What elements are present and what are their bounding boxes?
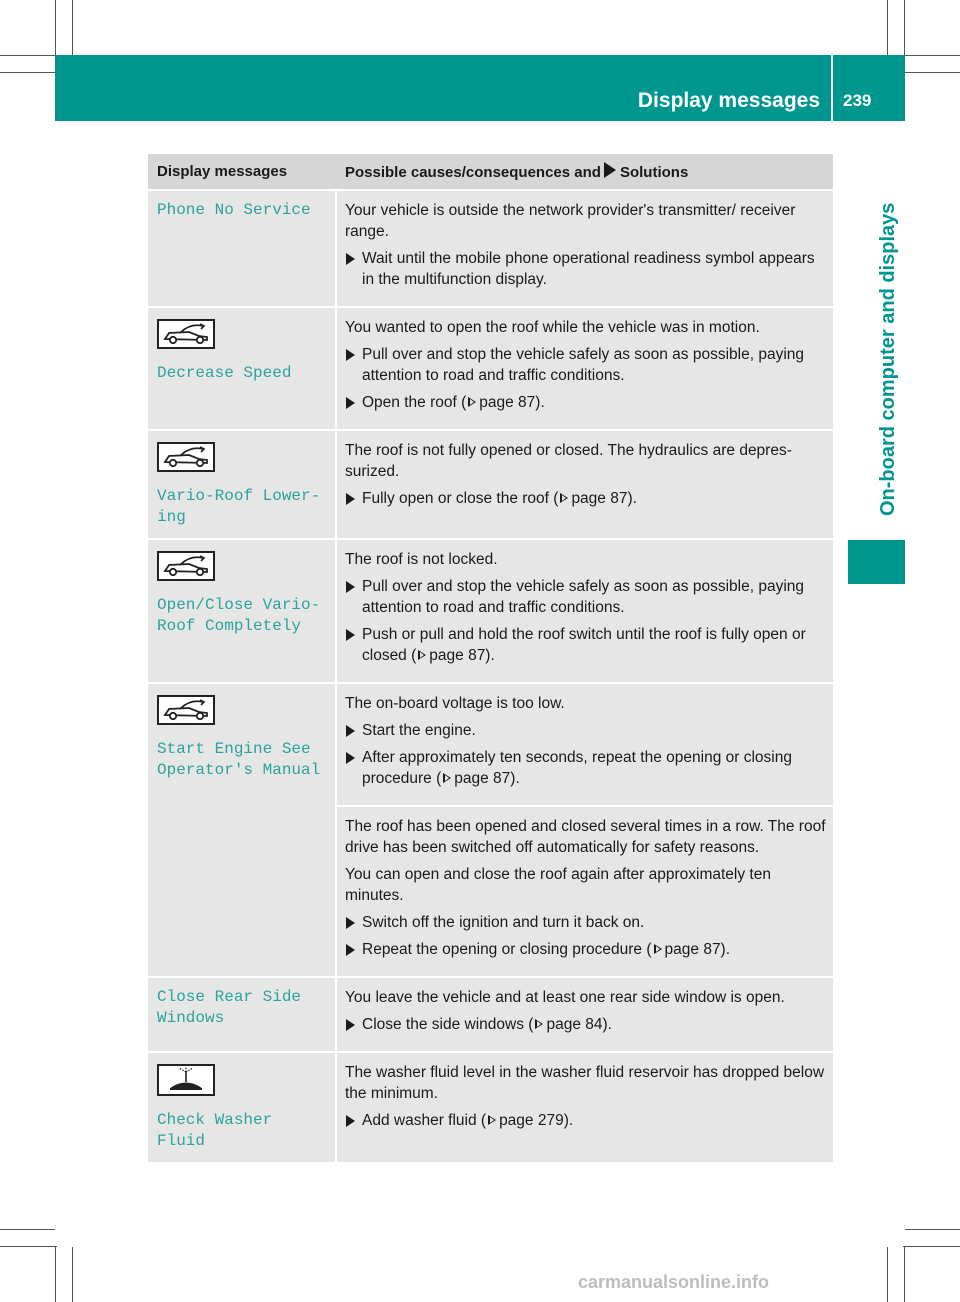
page-reference-icon bbox=[488, 1115, 496, 1125]
cause-text: The washer fluid level in the washer fluid reservoir has dropped below the minimum. bbox=[345, 1064, 825, 1102]
crop-mark bbox=[887, 1247, 888, 1302]
watermark: carmanualsonline.info bbox=[578, 1272, 770, 1292]
crop-mark bbox=[0, 1246, 57, 1247]
table-row bbox=[148, 430, 833, 539]
solution-step: Repeat the opening or closing procedure ( page 87). bbox=[345, 939, 827, 960]
page-reference[interactable]: page 87). bbox=[454, 770, 520, 787]
section-tab-label: On-board computer and displays bbox=[877, 202, 899, 516]
page-reference-icon bbox=[468, 397, 476, 407]
display-message: Decrease Speed bbox=[157, 364, 292, 382]
solution-cell bbox=[336, 683, 833, 806]
page-reference-icon bbox=[443, 773, 451, 783]
display-messages-table bbox=[148, 154, 833, 1162]
solution-step: Switch off the ignition and turn it back on. bbox=[345, 912, 827, 933]
table-header-row bbox=[148, 154, 833, 190]
cause-text: The on-board voltage is too low. bbox=[345, 695, 565, 712]
table-row bbox=[148, 307, 833, 430]
solution-step: Push or pull and hold the roof switch until the roof is fully open or closed ( page 87). bbox=[345, 624, 827, 666]
table-row bbox=[148, 1052, 833, 1162]
page-reference[interactable]: page 87). bbox=[429, 647, 495, 664]
solution-step: Add washer fluid ( page 279). bbox=[345, 1110, 827, 1131]
table-row bbox=[148, 683, 833, 806]
header-divider bbox=[831, 55, 833, 121]
cause-text: The roof is not locked. bbox=[345, 551, 498, 568]
message-cell bbox=[148, 683, 336, 977]
solution-step: Wait until the mobile phone operational readiness symbol appears in the multifunction display. bbox=[345, 248, 827, 290]
crop-mark bbox=[0, 55, 57, 56]
page-reference-icon bbox=[560, 493, 568, 503]
crop-mark bbox=[0, 72, 55, 73]
message-cell bbox=[148, 1052, 336, 1162]
crop-mark bbox=[904, 0, 905, 57]
crop-mark bbox=[72, 0, 73, 55]
solution-cell bbox=[336, 190, 833, 307]
crop-mark bbox=[55, 1246, 56, 1302]
crop-mark bbox=[72, 1247, 73, 1302]
page-reference-icon bbox=[654, 944, 662, 954]
cause-text: You wanted to open the roof while the vehicle was in motion. bbox=[345, 319, 760, 336]
step-arrow-icon bbox=[346, 397, 355, 409]
message-cell bbox=[148, 539, 336, 683]
solution-step: After approximately ten seconds, repeat the opening or closing procedure ( page 87). bbox=[345, 747, 827, 789]
table-row bbox=[148, 539, 833, 683]
col-header-messages: Display messages bbox=[148, 154, 336, 190]
solution-cell bbox=[336, 539, 833, 683]
solution-cell bbox=[336, 977, 833, 1052]
display-message: Check Washer Fluid bbox=[157, 1111, 273, 1150]
display-message: Open/Close Vario- Roof Completely bbox=[157, 596, 321, 635]
solution-step: Pull over and stop the vehicle safely as soon as possible, paying attention to road and traffic conditions. bbox=[345, 344, 827, 386]
page-reference[interactable]: page 87). bbox=[664, 941, 731, 958]
step-arrow-icon bbox=[346, 493, 355, 505]
display-message: Phone No Service bbox=[157, 201, 311, 219]
message-cell bbox=[148, 430, 336, 539]
crop-mark bbox=[55, 0, 56, 57]
message-cell bbox=[148, 307, 336, 430]
solution-cell bbox=[336, 806, 833, 977]
convertible-roof-icon bbox=[157, 551, 215, 581]
crop-mark bbox=[905, 72, 960, 73]
convertible-roof-icon bbox=[157, 319, 215, 349]
page-reference[interactable]: page 279). bbox=[499, 1112, 574, 1129]
col-header-solutions: Possible causes/consequences and Solutions bbox=[336, 154, 833, 190]
page-reference[interactable]: page 87). bbox=[479, 394, 545, 411]
step-arrow-icon bbox=[346, 629, 355, 641]
cause-text: You can open and close the roof again after approximately ten minutes. bbox=[345, 866, 771, 904]
section-tab-marker bbox=[848, 540, 905, 584]
display-message: Start Engine See Operator's Manual bbox=[157, 740, 321, 779]
page-reference[interactable]: page 84). bbox=[546, 1016, 612, 1033]
cause-text: The roof is not fully opened or closed. The hydraulics are depres- surized. bbox=[345, 442, 792, 480]
solution-step: Close the side windows ( page 84). bbox=[345, 1014, 827, 1035]
page-reference[interactable]: page 87). bbox=[571, 490, 637, 507]
solution-step: Pull over and stop the vehicle safely as soon as possible, paying attention to road and traffic conditions. bbox=[345, 576, 827, 618]
table-row bbox=[148, 977, 833, 1052]
page-reference-icon bbox=[418, 650, 426, 660]
table-row bbox=[148, 190, 833, 307]
solution-cell bbox=[336, 307, 833, 430]
crop-mark bbox=[887, 0, 888, 55]
message-cell bbox=[148, 977, 336, 1052]
step-arrow-icon bbox=[346, 917, 355, 929]
display-message: Close Rear Side Windows bbox=[157, 988, 302, 1027]
crop-mark bbox=[905, 1229, 960, 1230]
crop-mark bbox=[903, 1246, 960, 1247]
convertible-roof-icon bbox=[157, 695, 215, 725]
crop-mark bbox=[904, 1246, 905, 1302]
convertible-roof-icon bbox=[157, 442, 215, 472]
step-arrow-icon bbox=[346, 944, 355, 956]
crop-mark bbox=[0, 1229, 55, 1230]
page-number: 239 bbox=[843, 91, 872, 110]
step-arrow-icon bbox=[346, 1019, 355, 1031]
solution-cell bbox=[336, 430, 833, 539]
cause-text: The roof has been opened and closed several times in a row. The roof drive has been switched off automatically for safety reasons. bbox=[345, 818, 826, 856]
step-arrow-icon bbox=[346, 752, 355, 764]
solution-cell bbox=[336, 1052, 833, 1162]
step-arrow-icon bbox=[346, 581, 355, 593]
display-message: Vario-Roof Lower‐ ing bbox=[157, 487, 321, 526]
cause-text: You leave the vehicle and at least one rear side window is open. bbox=[345, 989, 785, 1006]
page-reference-icon bbox=[535, 1019, 543, 1029]
cause-text: Your vehicle is outside the network provider's transmitter/ receiver range. bbox=[345, 202, 796, 240]
solution-step: Open the roof ( page 87). bbox=[345, 392, 827, 413]
message-cell bbox=[148, 190, 336, 307]
step-arrow-icon bbox=[346, 725, 355, 737]
crop-mark bbox=[903, 55, 960, 56]
step-arrow-icon bbox=[346, 349, 355, 361]
step-arrow-icon bbox=[346, 253, 355, 265]
step-arrow-icon bbox=[346, 1115, 355, 1127]
solution-step: Start the engine. bbox=[345, 720, 827, 741]
page-title: Display messages bbox=[637, 89, 820, 112]
washer-fluid-icon bbox=[157, 1064, 215, 1096]
solution-step: Fully open or close the roof ( page 87). bbox=[345, 488, 827, 509]
solution-arrow-icon bbox=[604, 162, 616, 178]
